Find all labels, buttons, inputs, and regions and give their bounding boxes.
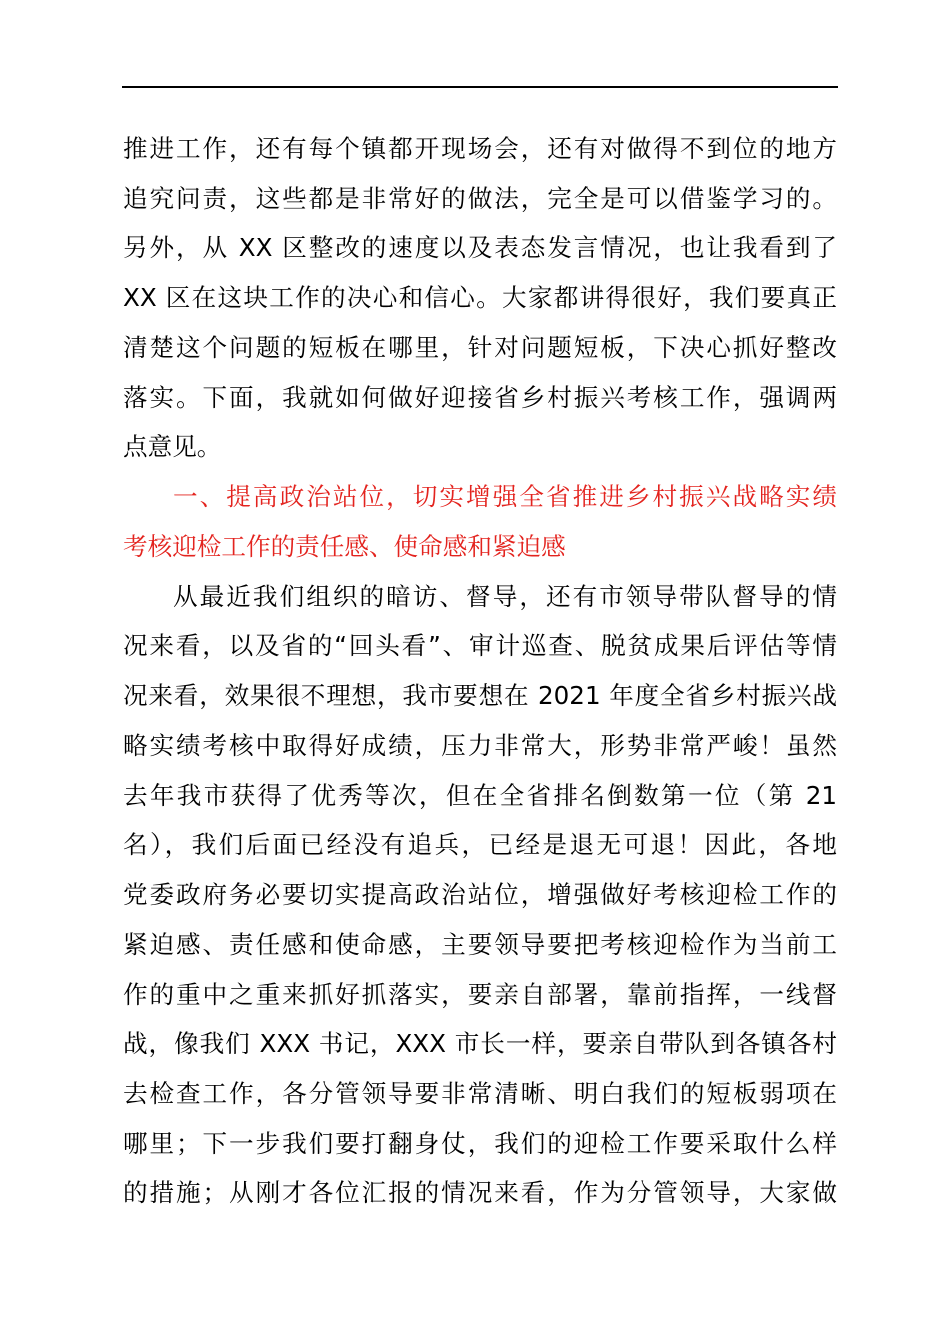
- body-line: 去检查工作，各分管领导要非常清晰、明白我们的短板弱项在: [123, 1079, 837, 1108]
- body-line: 另外，从 XX 区整改的速度以及表态发言情况，也让我看到了: [123, 233, 837, 262]
- body-line: 哪里；下一步我们要打翻身仗，我们的迎检工作要采取什么样: [123, 1129, 837, 1158]
- body-line: 推进工作，还有每个镇都开现场会，还有对做得不到位的地方: [123, 134, 837, 163]
- body-line: XX 区在这块工作的决心和信心。大家都讲得很好，我们要真正: [123, 283, 837, 312]
- body-line: 紧迫感、责任感和使命感，主要领导要把考核迎检作为当前工: [123, 930, 837, 959]
- body-line: 追究问责，这些都是非常好的做法，完全是可以借鉴学习的。: [123, 184, 837, 213]
- body-line: 点意见。: [123, 432, 222, 461]
- body-line: 略实绩考核中取得好成绩，压力非常大，形势非常严峻！虽然: [123, 731, 837, 760]
- body-line: 作的重中之重来抓好抓落实，要亲自部署，靠前指挥，一线督: [123, 980, 837, 1009]
- section-heading-line: 考核迎检工作的责任感、使命感和紧迫感: [123, 532, 566, 561]
- body-line: 落实。下面，我就如何做好迎接省乡村振兴考核工作，强调两: [123, 383, 837, 412]
- body-line: 战，像我们 XXX 书记，XXX 市长一样，要亲自带队到各镇各村: [123, 1029, 837, 1058]
- body-line: 党委政府务必要切实提高政治站位，增强做好考核迎检工作的: [123, 880, 837, 909]
- body-line: 的措施；从刚才各位汇报的情况来看，作为分管领导，大家做: [123, 1178, 837, 1207]
- body-line: 况来看，以及省的“回头看”、审计巡查、脱贫成果后评估等情: [123, 631, 837, 660]
- body-line: 名），我们后面已经没有追兵，已经是退无可退！因此，各地: [123, 830, 837, 859]
- body-line: 清楚这个问题的短板在哪里，针对问题短板，下决心抓好整改: [123, 333, 837, 362]
- section-heading-line: 一、提高政治站位，切实增强全省推进乡村振兴战略实绩: [173, 482, 837, 511]
- header-rule: [122, 86, 838, 88]
- body-line: 从最近我们组织的暗访、督导，还有市领导带队督导的情: [173, 582, 837, 611]
- body-line: 况来看，效果很不理想，我市要想在 2021 年度全省乡村振兴战: [123, 681, 837, 710]
- body-line: 去年我市获得了优秀等次，但在全省排名倒数第一位（第 21: [123, 781, 837, 810]
